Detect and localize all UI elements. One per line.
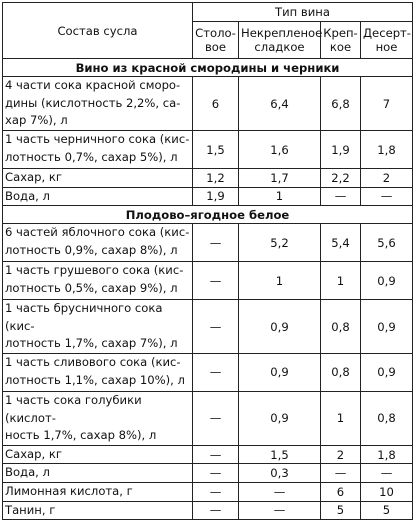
cell-value: 6,8	[321, 77, 361, 131]
cell-value: 1,5	[239, 445, 321, 464]
cell-value: —	[193, 300, 239, 354]
cell-value: 6	[193, 77, 239, 131]
cell-value: 1,6	[239, 131, 321, 169]
cell-value: 5,2	[239, 224, 321, 262]
cell-value: 2	[321, 445, 361, 464]
cell-value: —	[193, 391, 239, 445]
cell-value: —	[193, 262, 239, 300]
cell-value: —	[361, 464, 413, 483]
cell-value: 7	[361, 77, 413, 131]
cell-value: 6	[321, 482, 361, 501]
row-label: 6 частей яблочного сока (кис- лотность 0,9%, сахар 8%), л	[3, 224, 193, 262]
row-label: 4 части сока красной сморо- дины (кислотность 2,2%, са- хар 7%), л	[3, 77, 193, 131]
cell-value: 1,9	[193, 187, 239, 206]
row-label: Вода, л	[3, 187, 193, 206]
cell-value: 0,9	[239, 300, 321, 354]
cell-value: 1	[321, 262, 361, 300]
header-composition: Состав сусла	[3, 3, 193, 59]
header-wine-type: Тип вина	[193, 3, 413, 22]
cell-value: 1,2	[193, 169, 239, 188]
row-label: Лимонная кислота, г	[3, 482, 193, 501]
cell-value: 0,9	[361, 262, 413, 300]
cell-value: —	[193, 224, 239, 262]
table-row	[3, 169, 413, 188]
cell-value: 1,9	[321, 131, 361, 169]
cell-value: 1	[321, 391, 361, 445]
cell-value: —	[321, 464, 361, 483]
cell-value: —	[321, 187, 361, 206]
section-title: Плодово–ягодное белое	[3, 206, 413, 224]
cell-value: —	[193, 482, 239, 501]
cell-value: 5	[361, 501, 413, 520]
section-title: Вино из красной смородины и черники	[3, 59, 413, 77]
header-col-table-wine: Столо- вое	[193, 22, 239, 59]
cell-value: 2	[361, 169, 413, 188]
row-label: Вода, л	[3, 464, 193, 483]
cell-value: 10	[361, 482, 413, 501]
table-row	[3, 353, 413, 391]
cell-value: 0,8	[321, 300, 361, 354]
cell-value: 0,9	[239, 353, 321, 391]
cell-value: 0,8	[361, 391, 413, 445]
cell-value: 1,7	[239, 169, 321, 188]
cell-value: 0,8	[321, 353, 361, 391]
cell-value: 2,2	[321, 169, 361, 188]
cell-value: 0,9	[239, 391, 321, 445]
table-row	[3, 187, 413, 206]
cell-value: 0,9	[361, 300, 413, 354]
cell-value: 1	[239, 262, 321, 300]
cell-value: 0,3	[239, 464, 321, 483]
table-row	[3, 77, 413, 131]
table-row	[3, 482, 413, 501]
row-label: 1 часть брусничного сока (кис- лотность 1,7%, сахар 7%), л	[3, 300, 193, 354]
cell-value: —	[193, 501, 239, 520]
wine-recipe-table	[2, 2, 413, 520]
cell-value: 6,4	[239, 77, 321, 131]
table-row	[3, 224, 413, 262]
cell-value: —	[361, 187, 413, 206]
row-label: 1 часть черничного сока (кис- лотность 0,7%, сахар 5%), л	[3, 131, 193, 169]
cell-value: 1	[239, 187, 321, 206]
table-row	[3, 501, 413, 520]
cell-value: —	[193, 353, 239, 391]
cell-value: 1,5	[193, 131, 239, 169]
header-col-fortified: Креп- кое	[321, 22, 361, 59]
table-row	[3, 464, 413, 483]
cell-value: 1,8	[361, 131, 413, 169]
cell-value: 0,9	[361, 353, 413, 391]
table-row	[3, 131, 413, 169]
cell-value: 5,6	[361, 224, 413, 262]
row-label: 1 часть сока голубики (кислот- ность 1,7%, сахар 8%), л	[3, 391, 193, 445]
row-label: Танин, г	[3, 501, 193, 520]
cell-value: —	[193, 464, 239, 483]
cell-value: 5,4	[321, 224, 361, 262]
cell-value: —	[193, 445, 239, 464]
row-label: Сахар, кг	[3, 445, 193, 464]
table-row	[3, 262, 413, 300]
wine-recipe-table-container	[2, 2, 413, 520]
cell-value: —	[239, 501, 321, 520]
cell-value: 1,8	[361, 445, 413, 464]
table-row	[3, 300, 413, 354]
row-label: 1 часть сливового сока (кис- лотность 1,1%, сахар 10%), л	[3, 353, 193, 391]
table-row	[3, 391, 413, 445]
cell-value: —	[239, 482, 321, 501]
header-col-dessert: Десерт- ное	[361, 22, 413, 59]
table-row	[3, 445, 413, 464]
row-label: 1 часть грушевого сока (кис- лотность 0,5%, сахар 9%), л	[3, 262, 193, 300]
header-col-sweet-unfortified: Некрепленое сладкое	[239, 22, 321, 59]
row-label: Сахар, кг	[3, 169, 193, 188]
cell-value: 5	[321, 501, 361, 520]
